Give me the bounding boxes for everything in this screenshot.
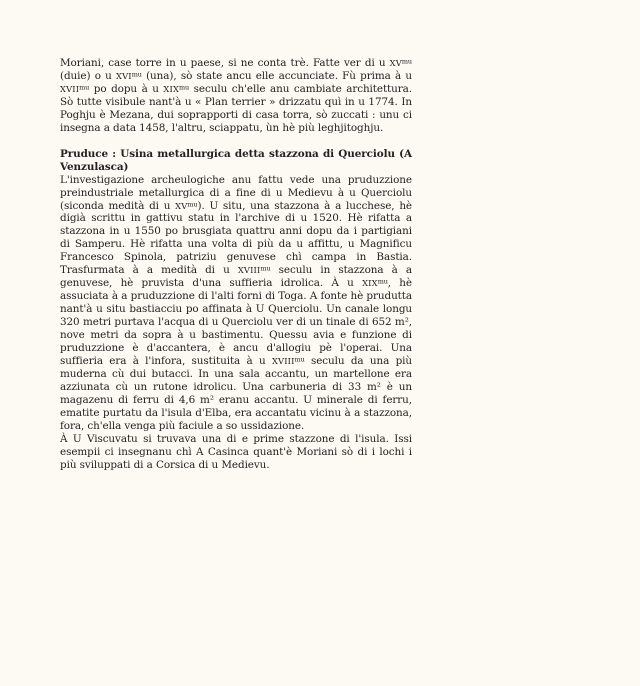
section-heading: Pruduce : Usina metallurgica detta stazzona di Querciolu (A Venzulasca) bbox=[60, 147, 412, 173]
text-run: seculu in stazzona à a genuvese, hè pruvista d'una suffieria idrolica. À u bbox=[60, 264, 412, 290]
text-run: seculu da una più muderna cù dui butacci. In una sala accantu, un martellone era azziunata cù un rutone idrolicu. Una carbuneria di 33 m² è un magazenu di ferru di 4,6 m² eranu accantu. U minerale di ferru, ematite purtatu da l'isula d'Elba, era accantatu vicinu à a stazzona, fora, ch'ella venga più faciule a so ussidazione. bbox=[60, 354, 412, 432]
text-run: seculu ch'elle anu cambiate architettura. Sò tutte visibule nant'à u « Plan terrier » drizzatu quì in u 1774. In Poghju è Mezana, dui soprapporti di casa torra, sò zuccati : unu ci insegna a data 1458, l'altru, sciappatu, ùn hè più leghjitoghju. bbox=[60, 82, 412, 134]
text-run: ). U situ, una stazzona à a lucchese, hè digià scrittu in gattivu statu in l'archive di u 1520. Hè rifatta a stazzona in u 1550 po brusgiata quattru anni dopu da i partigiani di Samperu. Hè rifatta una volta di più da u affittu, u Magnificu Francesco Spinola, patriziu genuvese chì campa in Bastia. Trasfurmata à a medità di u bbox=[60, 199, 412, 277]
ordinal-suffix: mu bbox=[131, 70, 142, 79]
century-numeral: XVIII bbox=[237, 265, 261, 276]
text-run: (duie) o u bbox=[60, 69, 116, 82]
ordinal-suffix: mu bbox=[260, 264, 271, 273]
paragraph-viscuvatu: À U Viscuvatu si truvava una di e prime stazzone di l'isula. Issi esempii ci insegnanu chì A Casinca quant'è Moriani sò di i lochi i più sviluppati di a Corsica di u Medievu. bbox=[60, 432, 412, 471]
ordinal-suffix: mu bbox=[187, 199, 198, 208]
paragraph-towers bbox=[60, 57, 412, 135]
ordinal-suffix: mu bbox=[79, 83, 90, 92]
text-run: Moriani, case torre in u paese, si ne conta trè. Fatte ver di u bbox=[60, 57, 390, 69]
ordinal-suffix: mu bbox=[179, 83, 190, 92]
century-numeral: XV bbox=[175, 200, 188, 211]
century-numeral: XIX bbox=[362, 278, 378, 289]
ordinal-suffix: mu bbox=[294, 355, 305, 364]
text-run: (una), sò state ancu elle accunciate. Fù prima à u bbox=[141, 69, 412, 82]
text-run: L'investigazione archeulogiche anu fattu vede una pruduzzione preindustriale metallurgica di a fine di u Medievu à u Querciolu (siconda medità di u bbox=[60, 173, 412, 212]
century-numeral: XVI bbox=[116, 70, 132, 81]
text-column bbox=[60, 57, 412, 472]
century-numeral: XV bbox=[389, 58, 402, 68]
century-numeral: XVIII bbox=[271, 355, 295, 366]
text-run: , hè assuciata à a pruduzzione di l'alti forni di Toga. A fonte hè prudutta nant'à u situ bastiacciu po affinata à U Querciolu. Un canale longu 320 metri purtava l'acqua di u Querciolu ver di un tinale di 652 m², nove metri da sopra à u bastimentu. Quessu avia e funzione di pruduzzione è d'accantera, è ancu d'allogiu pè l'operai. Una suffieria era à l'infora, sustituita à u bbox=[60, 277, 412, 367]
paragraph-querciolu bbox=[60, 174, 412, 433]
century-numeral: XVII bbox=[60, 83, 80, 94]
text-run: po dopu à u bbox=[89, 82, 164, 95]
century-numeral: XIX bbox=[163, 83, 180, 94]
ordinal-suffix: mu bbox=[401, 57, 412, 66]
ordinal-suffix: mu bbox=[377, 277, 388, 286]
